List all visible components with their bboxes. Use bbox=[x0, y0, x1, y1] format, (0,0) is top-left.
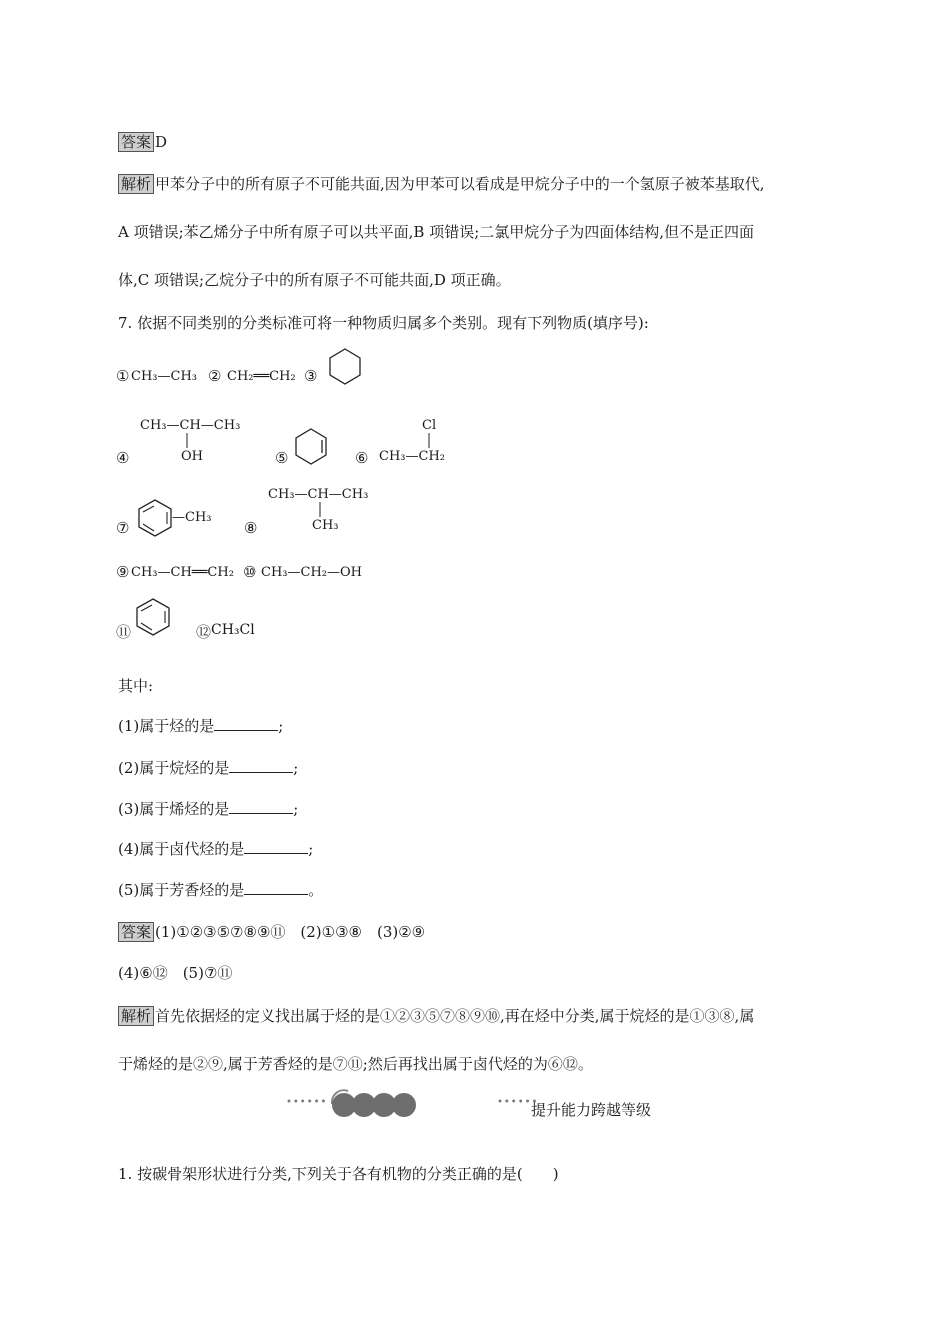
answer-line bbox=[118, 132, 167, 152]
question-stem: 7. 依据不同类别的分类标准可将一种物质归属多个类别。现有下列物质(填序号): bbox=[118, 314, 649, 332]
sub-question-punct: 。 bbox=[308, 881, 324, 899]
sub-question-punct: ; bbox=[278, 717, 284, 735]
substance-formula: CH₃—CH—CH₃ bbox=[268, 487, 369, 502]
substance-number: ① bbox=[116, 367, 130, 385]
substance-formula: CH₂══CH₂ bbox=[227, 369, 296, 384]
sub-question bbox=[118, 880, 323, 900]
sub-question-punct: ; bbox=[293, 800, 299, 818]
substance-number: ⑦ bbox=[116, 519, 130, 537]
substance-number: ⑧ bbox=[244, 519, 258, 537]
substance-number: ⑩ bbox=[243, 563, 257, 581]
substance-formula: CH₃—CH₃ bbox=[131, 369, 197, 384]
substance-number: ⑥ bbox=[355, 449, 369, 467]
answer-tag: 答案 bbox=[118, 132, 154, 152]
substance-number: ④ bbox=[116, 449, 130, 467]
sub-question bbox=[118, 758, 298, 778]
bond-line bbox=[319, 502, 321, 518]
sub-question-text: (1)属于烃的是 bbox=[118, 717, 215, 735]
analysis-line: 于烯烃的是②⑨,属于芳香烃的是⑦⑪;然后再找出属于卤代烃的为⑥⑫。 bbox=[118, 1055, 593, 1073]
analysis-text: 首先依据烃的定义找出属于烃的是①②③⑤⑦⑧⑨⑩,再在烃中分类,属于烷烃的是①③⑧,属 bbox=[155, 1007, 755, 1025]
substance-formula: CH₃ bbox=[312, 518, 339, 533]
cyclohexene-structure bbox=[293, 427, 331, 465]
benzene-ring-structure bbox=[136, 498, 176, 538]
answer-blank bbox=[244, 880, 308, 895]
substance-formula: CH₃—CH—CH₃ bbox=[140, 418, 241, 433]
answer-text: (1)①②③⑤⑦⑧⑨⑪ (2)①③⑧ (3)②⑨ bbox=[155, 923, 426, 941]
analysis-tag: 解析 bbox=[118, 1006, 154, 1026]
substance-formula: OH bbox=[181, 449, 203, 464]
substance-number: ⑨ bbox=[116, 563, 130, 581]
sub-question bbox=[118, 716, 283, 736]
answer-line: (4)⑥⑫ (5)⑦⑪ bbox=[118, 964, 233, 982]
substance-number: ② bbox=[208, 367, 222, 385]
sub-question-text: (5)属于芳香烃的是 bbox=[118, 881, 245, 899]
sub-question-text: (4)属于卤代烃的是 bbox=[118, 840, 245, 858]
sub-question bbox=[118, 839, 313, 859]
section-dots-left: •••••• bbox=[286, 1097, 328, 1108]
answer-blank bbox=[214, 716, 278, 731]
analysis-line bbox=[118, 1006, 754, 1026]
answer-text: D bbox=[155, 133, 168, 151]
among-label: 其中: bbox=[118, 677, 154, 695]
analysis-tag: 解析 bbox=[118, 174, 154, 194]
sub-question-punct: ; bbox=[293, 759, 299, 777]
analysis-line bbox=[118, 174, 765, 194]
analysis-text: 甲苯分子中的所有原子不可能共面,因为甲苯可以看成是甲烷分子中的一个氢原子被苯基取代, bbox=[155, 175, 765, 193]
substance-formula: CH₃—CH₂—OH bbox=[261, 565, 362, 580]
bond-line bbox=[428, 433, 430, 449]
sub-question-text: (2)属于烷烃的是 bbox=[118, 759, 230, 777]
cyclohexane-structure bbox=[327, 347, 365, 385]
bond-line bbox=[186, 433, 188, 449]
answer-blank bbox=[244, 839, 308, 854]
answer-blank bbox=[229, 758, 293, 773]
answer-line bbox=[118, 922, 425, 942]
substance-formula: CH₃—CH₂ bbox=[379, 449, 445, 464]
substance-number: ⑪ bbox=[116, 623, 132, 641]
substance-number: ③ bbox=[304, 367, 318, 385]
benzene-ring-structure bbox=[134, 597, 174, 637]
section-dots-right: •••••• bbox=[497, 1097, 539, 1108]
analysis-line: 体,C 项错误;乙烷分子中的所有原子不可能共面,D 项正确。 bbox=[118, 271, 511, 289]
next-question-stem: 1. 按碳骨架形状进行分类,下列关于各有机物的分类正确的是( ) bbox=[118, 1165, 559, 1183]
answer-blank bbox=[229, 799, 293, 814]
section-decoration-icon bbox=[326, 1088, 420, 1120]
substance-number: ⑫ bbox=[196, 623, 212, 641]
sub-question-text: (3)属于烯烃的是 bbox=[118, 800, 230, 818]
substance-number: ⑤ bbox=[275, 449, 289, 467]
answer-tag: 答案 bbox=[118, 922, 154, 942]
substance-formula: CH₃Cl bbox=[211, 622, 255, 638]
analysis-line: A 项错误;苯乙烯分子中所有原子可以共平面,B 项错误;二氯甲烷分子为四面体结构,但不是正四面 bbox=[118, 223, 755, 241]
substance-formula: Cl bbox=[422, 418, 437, 433]
sub-question-punct: ; bbox=[308, 840, 314, 858]
substance-formula: —CH₃ bbox=[172, 510, 212, 525]
sub-question bbox=[118, 799, 298, 819]
substance-formula: CH₃—CH══CH₂ bbox=[131, 565, 234, 580]
section-title: 提升能力跨越等级 bbox=[531, 1101, 652, 1119]
